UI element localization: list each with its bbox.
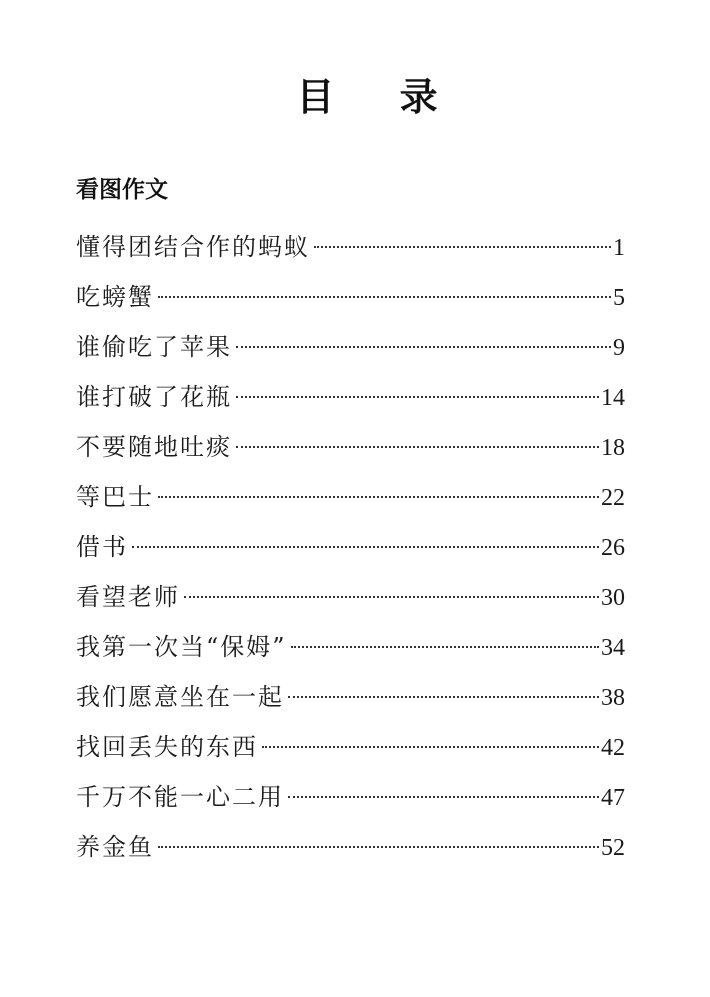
toc-entry-title: 借书	[76, 533, 128, 561]
toc-entry-title: 养金鱼	[76, 833, 154, 861]
toc-entry[interactable]	[76, 275, 625, 325]
toc-entry-page: 38	[601, 685, 625, 711]
toc-entry-title: 我第一次当“保姆”	[76, 633, 287, 661]
dot-leader	[158, 496, 599, 498]
toc-entry-page: 30	[601, 585, 625, 611]
toc-entry-title: 吃螃蟹	[76, 283, 154, 311]
toc-entry-page: 14	[601, 385, 625, 411]
dot-leader	[236, 396, 599, 398]
toc-entry[interactable]	[76, 525, 625, 575]
toc-entry[interactable]	[76, 775, 625, 825]
toc-entry[interactable]	[76, 575, 625, 625]
toc-entry-page: 42	[601, 735, 625, 761]
toc-entry[interactable]	[76, 725, 625, 775]
dot-leader	[132, 546, 599, 548]
dot-leader	[158, 846, 599, 848]
toc-entry-title: 不要随地吐痰	[76, 433, 232, 461]
toc-entry-page: 26	[601, 535, 625, 561]
toc-entry-page: 22	[601, 485, 625, 511]
toc-entry-page: 18	[601, 435, 625, 461]
toc-entry-title: 谁偷吃了苹果	[76, 333, 232, 361]
section-heading: 看图作文	[76, 177, 168, 203]
dot-leader	[236, 446, 599, 448]
toc-entry-page: 5	[613, 285, 625, 311]
toc-entry-page: 34	[601, 635, 625, 661]
dot-leader	[262, 746, 599, 748]
toc-entry[interactable]	[76, 475, 625, 525]
toc-entry-page: 1	[613, 235, 625, 261]
toc-entry[interactable]	[76, 325, 625, 375]
dot-leader	[291, 646, 599, 648]
toc-entry[interactable]	[76, 425, 625, 475]
toc-entry-page: 52	[601, 835, 625, 861]
dot-leader	[314, 246, 611, 248]
toc-entry[interactable]	[76, 825, 625, 875]
dot-leader	[158, 296, 611, 298]
toc-entry-title: 懂得团结合作的蚂蚁	[76, 233, 310, 261]
toc-entry[interactable]	[76, 625, 625, 675]
toc-entry-title: 我们愿意坐在一起	[76, 683, 284, 711]
dot-leader	[184, 596, 599, 598]
toc-entry-page: 9	[613, 335, 625, 361]
dot-leader	[288, 696, 599, 698]
dot-leader	[288, 796, 599, 798]
toc-entry-title: 找回丢失的东西	[76, 733, 258, 761]
toc-entry-title: 谁打破了花瓶	[76, 383, 232, 411]
toc-entry[interactable]	[76, 375, 625, 425]
toc-entry-page: 47	[601, 785, 625, 811]
toc-entry-title: 等巴士	[76, 483, 154, 511]
toc-entry-title: 千万不能一心二用	[76, 783, 284, 811]
toc-entry[interactable]	[76, 225, 625, 275]
dot-leader	[236, 346, 611, 348]
table-of-contents	[76, 225, 625, 875]
page-title: 目 录	[296, 75, 464, 119]
toc-entry[interactable]	[76, 675, 625, 725]
toc-entry-title: 看望老师	[76, 583, 180, 611]
